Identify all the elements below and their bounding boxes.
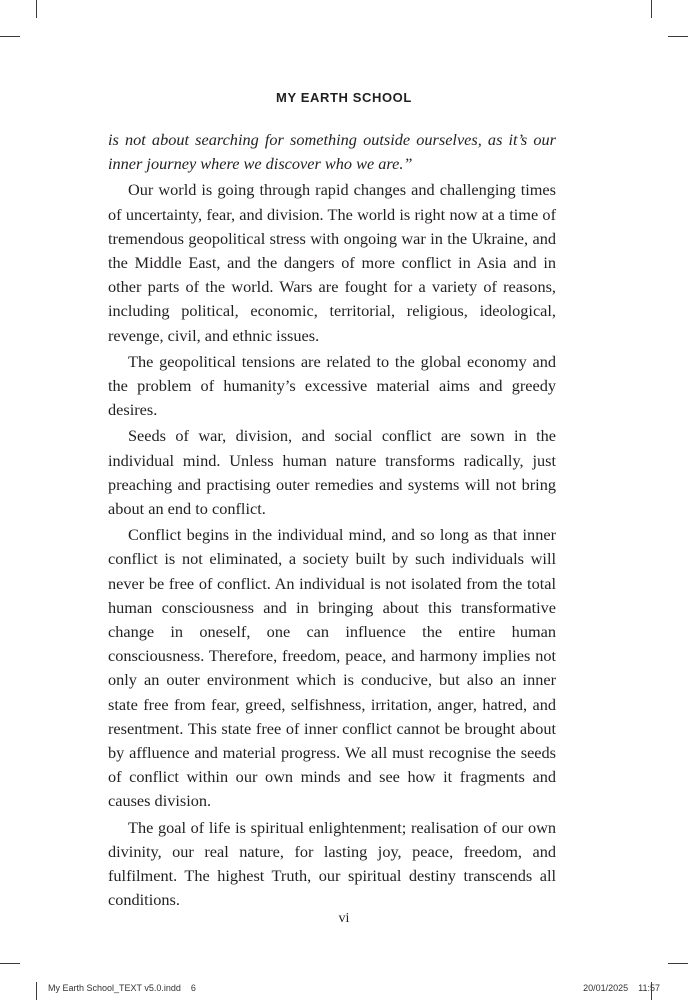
paragraph: Conflict begins in the individual mind, and so long as that inner conflict is not eliminated, a society built by such individuals will never be free of conflict. An individual is not isolated from the total human consciousness and in bringing about this transformative change in oneself, one can influence the entire human consciousness. Therefore, freedom, peace, and harmony implies not only an outer environment which is conducive, but also an inner state free from fear, greed, selfishness, irritation, anger, hatred, and resentment. This state free of inner conflict cannot be brought about by affluence and material progress. We all must recognise the seeds of conflict within our own minds and see how it fragments and causes division. (108, 525, 556, 811)
page-number: vi (338, 911, 350, 926)
body-text (108, 128, 556, 915)
crop-mark-bottom-left (36, 982, 37, 1000)
crop-mark-right-top (668, 36, 688, 37)
paragraph-continuation-quote: is not about searching for something outside ourselves, as it’s our inner journey where we discover who we are.” (108, 130, 556, 174)
slug-time: 11:57 (638, 983, 660, 993)
running-head: MY EARTH SCHOOL (276, 90, 412, 105)
paragraph: Our world is going through rapid changes and challenging times of uncertainty, fear, and division. The world is right now at a time of tremendous geopolitical stress with ongoing war in the Ukraine, and the Middle East, and the dangers of more conflict in Asia and in other parts of the world. Wars are fought for a variety of reasons, including political, economic, territorial, religious, ideological, revenge, civil, and ethnic issues. (108, 180, 556, 345)
slug-date: 20/01/2025 (583, 983, 629, 993)
slug-file-info (48, 983, 196, 993)
slug-page: 6 (190, 983, 196, 993)
crop-mark-right-bottom (668, 963, 688, 964)
slug-filename: My Earth School_TEXT v5.0.indd (48, 983, 181, 993)
paragraph: The goal of life is spiritual enlightenment; realisation of our own divinity, our real nature, for lasting joy, peace, freedom, and fulfilment. The highest Truth, our spiritual destiny transcends all conditions. (108, 817, 556, 910)
paragraph: Seeds of war, division, and social conflict are sown in the individual mind. Unless human nature transforms radically, just preaching and practising outer remedies and systems will not bring about an end to conflict. (108, 426, 556, 519)
paragraph: The geopolitical tensions are related to the global economy and the problem of humanity’s excessive material aims and greedy desires. (108, 351, 556, 420)
crop-mark-left-bottom (0, 963, 20, 964)
crop-mark-top-left (36, 0, 37, 18)
slug-timestamp (583, 983, 660, 993)
crop-mark-top-right (651, 0, 652, 18)
crop-mark-left-top (0, 36, 20, 37)
